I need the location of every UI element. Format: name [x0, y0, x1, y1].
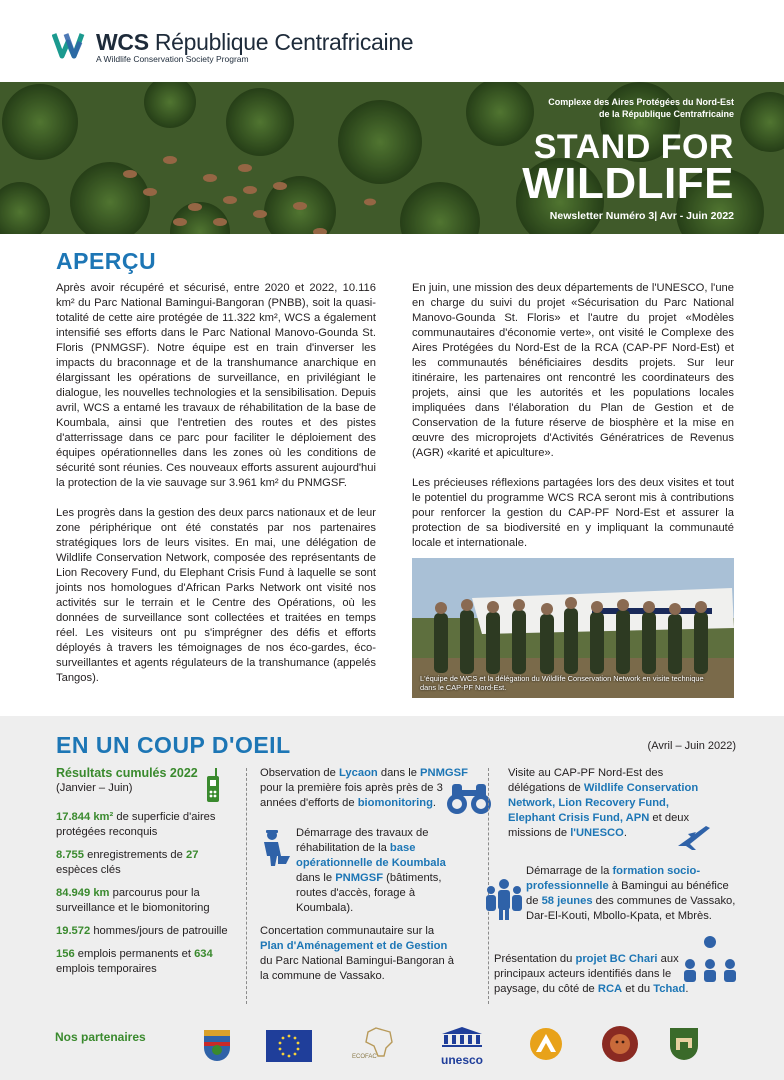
- apercu-left-column: [56, 281, 376, 701]
- airplane-icon: [676, 822, 712, 852]
- ecofac-logo: [352, 1026, 404, 1066]
- koumbala-block: Démarrage des travaux de réhabilitation de la base opérationnelle de Koumbala dans le PNMGSF (bâtiments, routes d'accès, forage à Koumbala).: [296, 827, 446, 914]
- lycaon-block: Observation de Lycaon dans le PNMGSF pour la première fois après près de 3 années d'efforts de biomonitoring.: [260, 767, 468, 809]
- newsletter-issue: Newsletter Numéro 3| Avr - Juin 2022: [549, 210, 734, 222]
- hero-title-block: [522, 96, 734, 222]
- divider-line: [246, 768, 247, 1004]
- hero-kicker-line1: Complexe des Aires Protégées du Nord-Est: [548, 97, 734, 107]
- wcs-logo-icon: [52, 30, 92, 60]
- results-period: (Janvier – Juin): [56, 782, 133, 794]
- african-parks-logo-icon: [528, 1026, 564, 1062]
- lion-recovery-fund-logo-icon: [600, 1024, 640, 1064]
- partners-label: Nos partenaires: [55, 1030, 146, 1044]
- delegation-photo: [412, 558, 734, 698]
- unesco-label: unesco: [440, 1053, 483, 1067]
- hero-title-line1: STAND FOR: [533, 128, 734, 166]
- apercu-paragraph-3: En juin, une mission des deux départements de l'UNESCO, l'une en charge du suivi du projet «Sécurisation du Parc National Manovo-Gounda St. Floris» et l'autre du projet «Modèles communautaires d'économie verte», ont visité le Complexe des Aires Protégées du Nord-Est de la RCA (CAP-PF Nord-Est) et les communautés bénéficiaires desdits projets. Sur leur itinéraire, les partenaires ont rencontré les coordinateurs des projets, ainsi que les autorités et les populations locales impliquées dans l'élaboration du Plan de Gestion et de Conservation de la future réserve de biosphère et la mise en œuvre des microprojets d'Activités Génératrices de Revenus (AGR) «karité et apiculture».: [412, 282, 734, 459]
- apercu-heading: APERÇU: [56, 248, 157, 274]
- glance-period: (Avril – Juin 2022): [647, 740, 736, 752]
- visite-block: Visite au CAP-PF Nord-Est des délégations de Wildlife Conservation Network, Lion Recovery Fund, Elephant Crisis Fund, APN et deux missions de l'UNESCO.: [508, 767, 699, 839]
- hero-banner: [0, 82, 784, 234]
- worker-icon: [258, 828, 292, 868]
- binoculars-icon: [446, 780, 492, 814]
- glance-heading: EN UN COUP D'OEIL: [56, 732, 291, 758]
- brand-subtitle: A Wildlife Conservation Society Program: [96, 54, 249, 64]
- radio-icon: [204, 768, 222, 804]
- ecofac-label: ECOFAC: [352, 1054, 377, 1060]
- brand-name: République Centrafricaine: [154, 29, 414, 55]
- apercu-paragraph-2: Les progrès dans la gestion des deux parcs nationaux et de leur zone périphérique ont été constatés par nos partenaires stratégiques lors de leurs visites. En mai, une délégation de Wildlife Conservation Network, composée des représentants de Lion Recovery Fund, du Elephant Crisis Fund à laquelle se sont joints nos homologues d'African Parks Network ont visité nos activités sur le terrain et le Centre des Opérations, où les données de surveillance sont collectées et traitées en temps réel. Les visiteurs ont pu s'imprégner des défis et efforts déployés à travers les témoignages de nos éco-gardes, éco-surveillantes et agents régulateurs de la transhumance (appelés Tangos).: [56, 507, 376, 684]
- unesco-temple-icon: [436, 1026, 488, 1048]
- unesco-logo: [436, 1026, 488, 1066]
- photo-caption-line2: dans le CAP-PF Nord-Est.: [420, 683, 507, 692]
- hero-title-line2: WILDLIFE: [522, 159, 734, 208]
- concertation-block: Concertation communautaire sur la Plan d'Aménagement et de Gestion du Parc National Bamingui-Bangoran à la commune de Vassako.: [260, 925, 455, 982]
- result-item: 84.949 km parcourus pour la surveillance et le biomonitoring: [56, 887, 210, 914]
- result-item: 17.844 km² de superficie d'aires protégées reconquis: [56, 811, 216, 838]
- eu-flag-icon: [266, 1030, 312, 1062]
- elephant-crisis-fund-logo-icon: [666, 1024, 702, 1064]
- youth-group-icon: [484, 878, 524, 922]
- result-item: 156 emplois permanents et 634 emplois temporaires: [56, 948, 213, 975]
- result-item: 19.572 hommes/jours de patrouille: [56, 925, 228, 937]
- brand-name-bold: WCS: [96, 29, 149, 55]
- apercu-paragraph-1: Après avoir récupéré et sécurisé, entre 2020 et 2022, 10.116 km² du Parc National Bamingui-Bangoran (PNBB), soit la quasi-totalité de cette aire protégée de 11.322 km², WCS a également intensifié ses efforts dans le Parc National Manovo-Gounda St. Floris (PNMGSF). Notre équipe est en train d'inverser les impacts du braconnage et de la transhumance anarchique en élargissant les opérations de surveillance, en privilégiant le dialogue, les nouvelles technologies et la sensibilisation. Depuis avril, WCS a entamé les travaux de réhabilitation de la base de Koumbala, ainsi que l'entretien des routes et des pistes d'atterrissage dans ce parc pour faciliter le déploiement des équipes opérationnelles dans les zones où les conditions de sécurité sont réunies. Ces nouveaux efforts assurent aujourd'hui la protection de la vie sauvage sur 3.961 km² du PNMGSF.: [56, 282, 376, 489]
- photo-caption-line1: L'équipe de WCS et la délégation du Wildlife Conservation Network en visite technique: [420, 674, 704, 683]
- brand-header: [52, 28, 413, 68]
- audience-icon: [680, 936, 740, 984]
- apercu-right-column: [412, 281, 734, 566]
- chari-block: Présentation du projet BC Chari aux principaux acteurs identifiés dans le paysage, du côté de RCA et du Tchad.: [494, 953, 689, 995]
- results-title: Résultats cumulés 2022: [56, 766, 198, 780]
- hero-kicker-line2: de la République Centrafricaine: [598, 109, 734, 119]
- photo-caption: [420, 674, 704, 692]
- car-coat-of-arms-icon: [200, 1026, 234, 1066]
- apercu-paragraph-4: Les précieuses réflexions partagées lors des deux visites et tout le potentiel du programme WCS RCA seront mis à contributions pour renforcer la gestion du CAP-PF Nord-Est et assurer la protection de sa biodiversité en y impliquant la communauté locale et internationale.: [412, 477, 734, 549]
- result-item: 8.755 enregistrements de 27 espèces clés: [56, 849, 199, 876]
- formation-block: Démarrage de la formation socio-professionnelle à Bamingui au bénéfice de 58 jeunes des communes de Vassako, Dar-El-Kouti, Mbollo-Kpata, et Mbrès.: [526, 865, 736, 922]
